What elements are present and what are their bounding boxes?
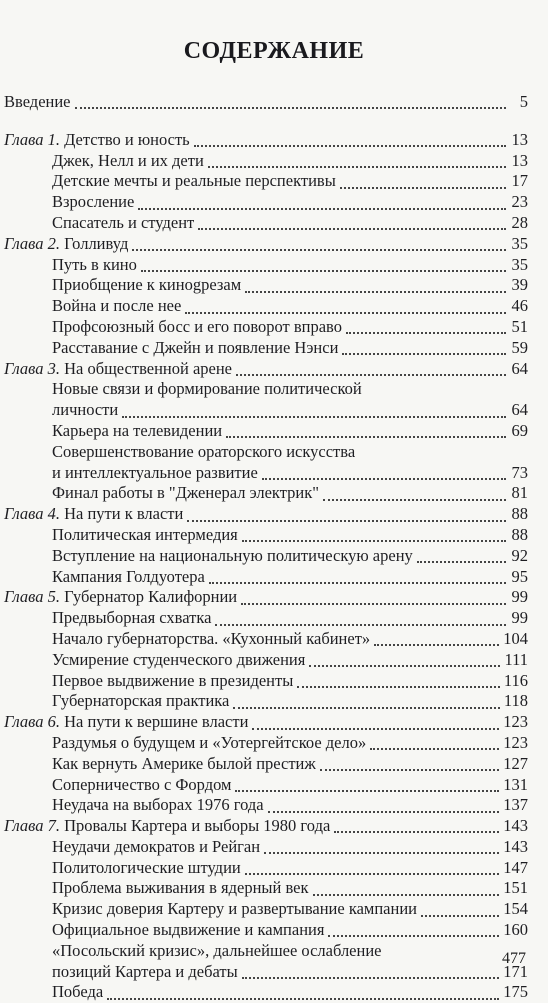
toc-section-row — [4, 421, 528, 442]
toc-section-title: Кампания Голдуотера — [52, 566, 205, 586]
toc-page-number: 147 — [503, 857, 528, 877]
toc-section-title: Раздумья о будущем и «Уотергейтское дело» — [52, 732, 367, 752]
dot-leader — [75, 107, 506, 109]
toc-section-title: Кризис доверия Картеру и развертывание кампании — [52, 899, 417, 919]
toc-chapter-title — [4, 504, 183, 525]
dot-leader — [374, 644, 499, 646]
toc-section-title: Неудачи демократов и Рейган — [52, 836, 261, 856]
dot-leader — [245, 873, 500, 875]
chapter-name: Провалы Картера и выборы 1980 года — [64, 816, 331, 836]
toc-chapter-title — [4, 712, 248, 733]
toc-section-row — [4, 733, 528, 754]
dot-leader — [194, 145, 506, 147]
toc-page-number: 13 — [511, 150, 528, 170]
toc-page-number: 64 — [511, 358, 528, 378]
chapter-name: Губернатор Калифорнии — [64, 587, 238, 607]
toc-section-row — [4, 878, 528, 899]
toc-section-title: Проблема выживания в ядерный век — [52, 878, 309, 898]
toc-page-number: 28 — [511, 212, 528, 232]
toc-section-row — [4, 941, 528, 962]
chapter-name: Голливуд — [64, 233, 129, 253]
toc-section-row — [4, 255, 528, 276]
toc-section-row — [4, 171, 528, 192]
toc-chapter-row — [4, 587, 528, 608]
toc-section-title: Новые связи и формирование политической — [52, 379, 362, 399]
toc-section-row — [4, 338, 528, 359]
toc-page-number: 160 — [503, 920, 528, 940]
dot-leader — [320, 769, 499, 771]
toc-page-number: 171 — [503, 961, 528, 981]
toc-section-title: Усмирение студенческого движения — [52, 649, 306, 669]
toc-section-row — [4, 525, 528, 546]
toc-section-title: Предвыборная схватка — [52, 608, 212, 628]
dot-leader — [242, 540, 506, 542]
toc-section-title: Первое выдвижение в президенты — [52, 670, 294, 690]
chapter-prefix: Глава 5. — [4, 587, 60, 607]
dot-leader — [198, 228, 506, 230]
dot-leader — [208, 166, 506, 168]
toc-section-row — [4, 296, 528, 317]
toc-page-number: 111 — [504, 649, 528, 669]
toc-section-title: Начало губернаторства. «Кухонный кабинет» — [52, 628, 371, 648]
toc-section-title: Взросление — [52, 192, 135, 212]
dot-leader — [346, 332, 506, 334]
toc-page-number: 88 — [511, 524, 528, 544]
toc-section-title: Расставание с Джейн и появление Нэнси — [52, 337, 339, 357]
toc-page-number: 151 — [503, 878, 528, 898]
toc-page-number: 95 — [511, 566, 528, 586]
toc-intro-row — [4, 92, 528, 113]
toc-page-number: 92 — [511, 545, 528, 565]
toc-section-title: Политологические штудии — [52, 857, 241, 877]
dot-leader — [245, 291, 506, 293]
toc-section-title: и интеллектуальное развитие — [52, 462, 258, 482]
toc-section-row — [4, 192, 528, 213]
chapter-prefix: Глава 3. — [4, 358, 60, 378]
toc-page-number: 46 — [511, 296, 528, 316]
toc-section-row — [4, 671, 528, 692]
toc-section-row — [4, 754, 528, 775]
chapter-prefix: Глава 6. — [4, 712, 60, 732]
toc-section-title: Губернаторская практика — [52, 691, 230, 711]
dot-leader — [215, 624, 506, 626]
toc-section-title: Политическая интермедия — [52, 524, 238, 544]
toc-section-title: «Посольский кризис», дальнейшее ослабление — [52, 940, 382, 960]
toc-section-title: Неудача на выборах 1976 года — [52, 795, 264, 815]
toc-section-title: Соперничество с Фордом — [52, 774, 232, 794]
toc-section-title: позиций Картера и дебаты — [52, 961, 238, 981]
toc-section-title: Путь в кино — [52, 254, 137, 274]
toc-page-number: 99 — [511, 587, 528, 607]
toc-section-row — [4, 483, 528, 504]
toc-page-number: 143 — [503, 836, 528, 856]
dot-leader — [226, 436, 506, 438]
toc-chapter-title — [4, 587, 237, 608]
dot-leader — [235, 790, 499, 792]
chapter-prefix: Глава 4. — [4, 504, 60, 524]
toc-chapter-title — [4, 816, 330, 837]
toc-section-row — [4, 463, 528, 484]
toc-section-title: Профсоюзный босс и его поворот вправо — [52, 316, 342, 336]
toc-section-row — [4, 775, 528, 796]
toc-section-row — [4, 213, 528, 234]
chapter-name: На пути к вершине власти — [64, 712, 249, 732]
dot-leader — [421, 915, 499, 917]
dot-leader — [141, 270, 506, 272]
dot-leader — [297, 686, 500, 688]
toc-page-number: 17 — [511, 171, 528, 191]
toc-section-title: Финал работы в "Дженерал электрик" — [52, 483, 319, 503]
toc-page-number: 175 — [503, 982, 528, 1002]
dot-leader — [132, 249, 506, 251]
table-of-contents — [4, 92, 528, 1003]
toc-section-title: Как вернуть Америке былой престиж — [52, 753, 316, 773]
dot-leader — [209, 582, 506, 584]
toc-page-number: 69 — [511, 420, 528, 440]
toc-page-number: 23 — [511, 192, 528, 212]
toc-section-row — [4, 442, 528, 463]
dot-leader — [262, 478, 506, 480]
chapter-name: Детство и юность — [64, 129, 190, 149]
toc-chapter-row — [4, 359, 528, 380]
toc-section-row — [4, 920, 528, 941]
toc-section-row — [4, 400, 528, 421]
toc-page-number: 13 — [511, 129, 528, 149]
toc-section-row — [4, 795, 528, 816]
dot-leader — [233, 707, 499, 709]
toc-page-number: 127 — [503, 753, 528, 773]
dot-leader — [264, 852, 499, 854]
toc-chapter-row — [4, 504, 528, 525]
toc-chapter-row — [4, 816, 528, 837]
toc-section-row — [4, 546, 528, 567]
toc-page-number: 81 — [511, 483, 528, 503]
dot-leader — [138, 208, 506, 210]
toc-section-row — [4, 650, 528, 671]
chapter-name: На общественной арене — [64, 358, 233, 378]
toc-chapter-title — [4, 234, 128, 255]
toc-page-number: 51 — [511, 316, 528, 336]
toc-chapter-row — [4, 712, 528, 733]
toc-chapter-title — [4, 130, 190, 151]
toc-page-number: 64 — [511, 400, 528, 420]
dot-leader — [370, 748, 499, 750]
dot-leader — [185, 312, 506, 314]
toc-page-number: 154 — [503, 899, 528, 919]
toc-page-number: 123 — [503, 732, 528, 752]
chapter-name: На пути к власти — [64, 504, 184, 524]
dot-leader — [252, 728, 499, 730]
chapter-prefix: Глава 2. — [4, 233, 60, 253]
toc-section-title: Совершенствование ораторского искусства — [52, 441, 356, 461]
toc-section-row — [4, 608, 528, 629]
dot-leader — [122, 416, 506, 418]
page-title: СОДЕРЖАНИЕ — [183, 38, 365, 64]
toc-section-title: Карьера на телевидении — [52, 420, 223, 440]
page-number: 477 — [502, 950, 526, 967]
toc-section-row — [4, 629, 528, 650]
toc-section-row — [4, 837, 528, 858]
chapter-prefix: Глава 7. — [4, 816, 60, 836]
toc-chapter-row — [4, 130, 528, 151]
toc-page-number: 131 — [503, 774, 528, 794]
dot-leader — [323, 499, 506, 501]
toc-section-title: Детские мечты и реальные перспективы — [52, 171, 336, 191]
toc-section-row — [4, 317, 528, 338]
chapter-prefix: Глава 1. — [4, 129, 60, 149]
toc-section-row — [4, 899, 528, 920]
dot-leader — [268, 811, 500, 813]
toc-section-row — [4, 691, 528, 712]
toc-page-number: 143 — [503, 816, 528, 836]
toc-page-number: 118 — [503, 691, 528, 711]
toc-section-row — [4, 151, 528, 172]
toc-page-number: 35 — [511, 233, 528, 253]
toc-section-title: Официальное выдвижение и кампания — [52, 920, 325, 940]
toc-page-number: 5 — [519, 92, 528, 111]
toc-page-number: 116 — [503, 670, 528, 690]
toc-page-number: 59 — [511, 337, 528, 357]
toc-chapter-title — [4, 359, 232, 380]
toc-section-title: Война и после нее — [52, 296, 182, 316]
dot-leader — [313, 894, 500, 896]
toc-section-row — [4, 567, 528, 588]
toc-page-number: 104 — [503, 628, 528, 648]
toc-section-title: Победа — [52, 982, 104, 1002]
toc-page-number: 137 — [503, 795, 528, 815]
toc-page-number: 88 — [511, 504, 528, 524]
dot-leader — [340, 187, 506, 189]
dot-leader — [236, 374, 506, 376]
toc-page-number: 39 — [511, 275, 528, 295]
toc-section-title: Приобщение к кинogрезам — [52, 275, 242, 295]
toc-section-row — [4, 962, 528, 983]
dot-leader — [187, 520, 506, 522]
toc-page-number: 99 — [511, 608, 528, 628]
toc-section-row — [4, 275, 528, 296]
toc-section-row — [4, 858, 528, 879]
toc-section-title: Вступление на национальную политическую арену — [52, 545, 413, 565]
dot-leader — [328, 935, 499, 937]
dot-leader — [342, 353, 506, 355]
toc-chapter-row — [4, 234, 528, 255]
toc-entry-title: Введение — [4, 92, 71, 111]
dot-leader — [242, 977, 500, 979]
dot-leader — [417, 561, 506, 563]
toc-section-title: личности — [52, 400, 119, 420]
toc-page-number: 123 — [503, 712, 528, 732]
toc-section-row — [4, 379, 528, 400]
dot-leader — [241, 603, 506, 605]
dot-leader — [309, 665, 500, 667]
toc-section-title: Спасатель и студент — [52, 212, 195, 232]
toc-section-title: Джек, Нелл и их дети — [52, 150, 204, 170]
toc-page-number: 35 — [511, 254, 528, 274]
dot-leader — [334, 831, 499, 833]
toc-page-number: 73 — [511, 462, 528, 482]
